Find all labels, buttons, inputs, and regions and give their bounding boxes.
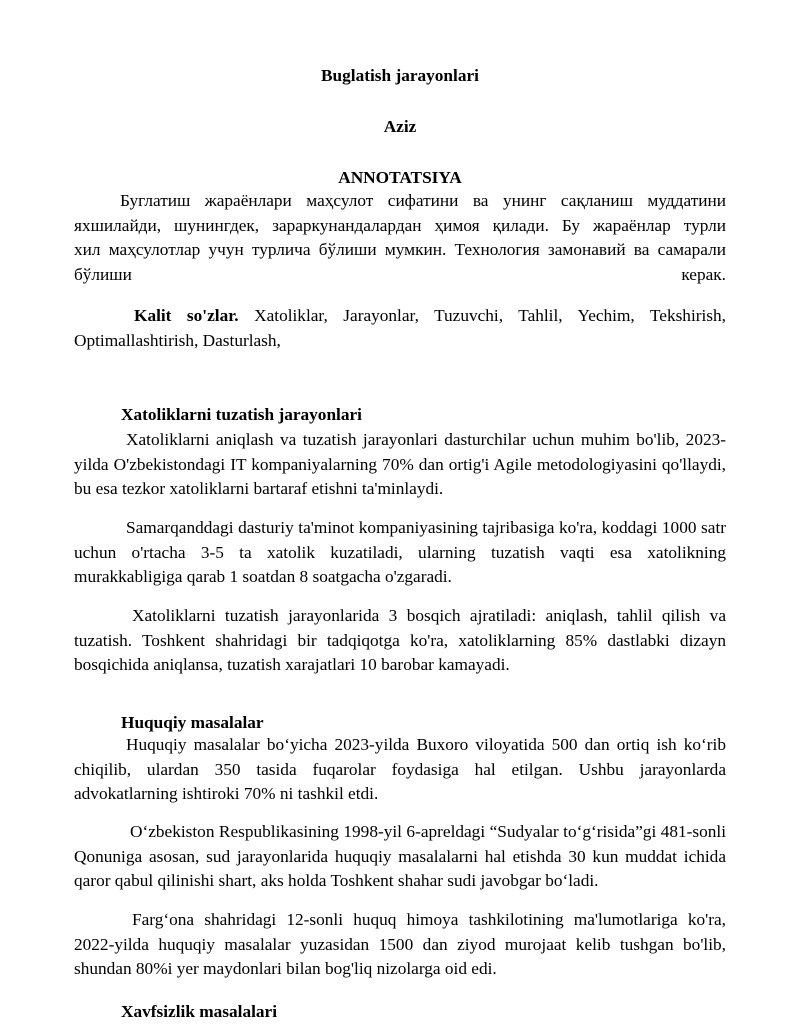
keywords-text: Xatoliklar, Jarayonlar, Tuzuvchi, Tahlil, Yechim, Tekshirish, Optimallashtirish, Dasturlash, (74, 306, 726, 350)
annotation-line-end: керак. (681, 264, 726, 284)
section-heading: Xatoliklarni tuzatish jarayonlari (121, 405, 362, 424)
paragraph: Xatoliklarni aniqlash va tuzatish jarayonlari dasturchilar uchun muhim bo'lib, 2023-yilda O'zbekistondagi IT kompaniyalarning 70% dan ortig'i Agile metodologiyasini qo'llaydi, bu esa tezkor xatoliklarni bartaraf etishni ta'minlaydi. (74, 430, 726, 499)
paragraph: Xatoliklarni tuzatish jarayonlarida 3 bosqich ajratiladi: aniqlash, tahlil qilish va tuzatish. Toshkent shahridagi bir tadqiqotga ko'ra, xatoliklarning 85% dastlabki dizayn bosqichida aniqlansa, tuzatish xarajatlari 10 barobar kamayadi. (74, 606, 726, 675)
paragraph: O‘zbekiston Respublikasining 1998-yil 6-apreldagi “Sudyalar to‘g‘risida”gi 481-sonli Qonuniga asosan, sud jarayonlarida huquqiy masalalarni hal etishda 30 kun muddat ichida qaror qabul qilinishi shart, aks holda Toshkent shahar sudi javobgar bo‘ladi. (74, 822, 726, 891)
annotation-line: яхшилайди, шунингдек, зараркунандалардан ҳимоя қилади. Бу жараёнлар турли (74, 215, 726, 235)
annotation-line: хил маҳсулотлар учун турлича бўлиши мумкин. Технология замонавий ва самарали (74, 240, 726, 260)
paragraph: Farg‘ona shahridagi 12-sonli huquq himoya tashkilotining ma'lumotlariga ko'ra, 2022-yilda huquqiy masalalar yuzasidan 1500 dan ziyod murojaat kelib tushgan bo'lib, shundan 80%i yer maydonlari bilan bog'liq nizolarga oid edi. (74, 910, 726, 979)
keywords-paragraph (74, 304, 726, 353)
annotation-line-start: бўлиши (74, 264, 132, 284)
document-author: Aziz (383, 117, 417, 136)
document-title: Buglatish jarayonlari (321, 66, 479, 85)
section-heading: Xavfsizlik masalalari (121, 1002, 278, 1021)
annotation-line: Буглатиш жараёнлари маҳсулот сифатини ва унинг сақланиш муддатини (120, 191, 726, 210)
section-heading: Huquqiy masalalar (121, 713, 264, 732)
keywords-label: Kalit so'zlar. (134, 306, 239, 325)
annotation-line (74, 263, 726, 288)
annotation-heading: ANNOTATSIYA (338, 168, 462, 187)
annotation-paragraph (74, 189, 726, 287)
paragraph: Samarqanddagi dasturiy ta'minot kompaniyasining tajribasiga ko'ra, koddagi 1000 satr uchun o'rtacha 3-5 ta xatolik kuzatiladi, ularning tuzatish vaqti esa xatolikning murakkabligiga qarab 1 soatdan 8 soatgacha o'zgaradi. (74, 518, 726, 587)
paragraph: Huquqiy masalalar bo‘yicha 2023-yilda Buxoro viloyatida 500 dan ortiq ish ko‘rib chiqilib, ulardan 350 tasida fuqarolar foydasiga hal etilgan. Ushbu jarayonlarda advokatlarning ishtiroki 70% ni tashkil etdi. (74, 735, 726, 804)
